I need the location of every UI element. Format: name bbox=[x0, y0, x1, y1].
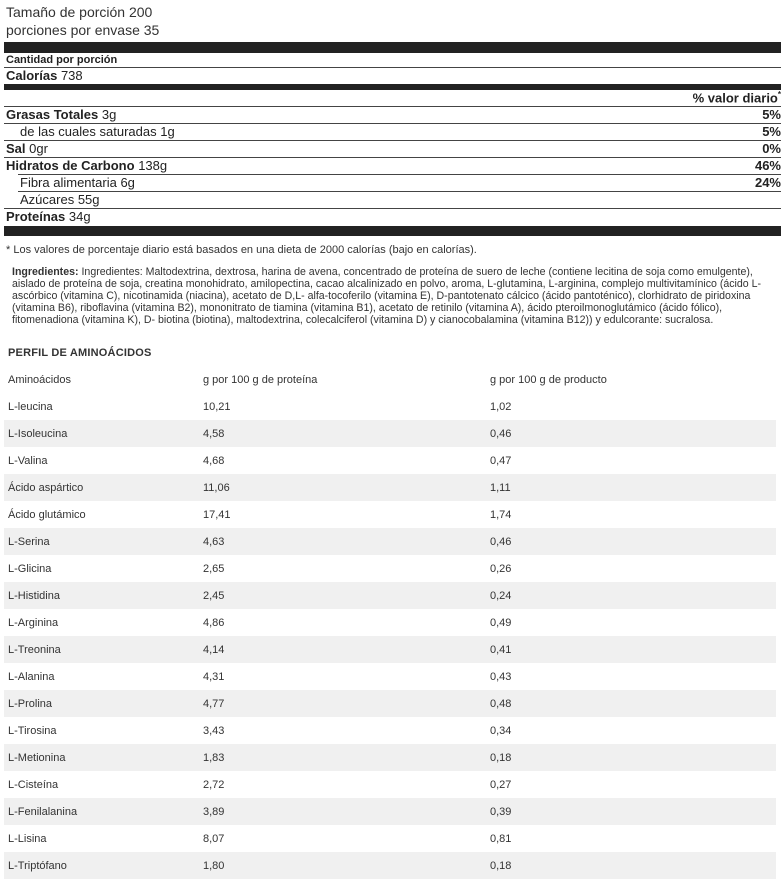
table-cell: 0,24 bbox=[486, 582, 776, 609]
table-cell: L-Alanina bbox=[8, 670, 55, 683]
nutrient-label: Fibra alimentaria bbox=[20, 175, 117, 190]
table-row bbox=[4, 663, 776, 690]
table-cell: 8,07 bbox=[203, 832, 225, 845]
footnote: * Los valores de porcentaje diario está basados en una dieta de 2000 calorías (bajo en calorías). bbox=[6, 244, 477, 256]
nutrient-row-total-fat bbox=[6, 107, 781, 122]
table-cell: 0,41 bbox=[486, 636, 776, 663]
calories-label: Calorías bbox=[6, 68, 58, 83]
table-row bbox=[4, 717, 776, 744]
servings-per-container: porciones por envase 35 bbox=[6, 22, 160, 38]
table-cell: L-Tirosina bbox=[8, 724, 57, 737]
table-row bbox=[4, 393, 776, 420]
table-cell: 4,77 bbox=[199, 690, 486, 717]
nutrient-label: Proteínas bbox=[6, 209, 66, 224]
table-cell: 2,65 bbox=[203, 562, 225, 575]
table-cell: L-Prolina bbox=[4, 690, 199, 717]
table-cell: 1,80 bbox=[199, 852, 486, 879]
nutrient-amount: 34g bbox=[68, 209, 91, 224]
table-cell: Ácido glutámico bbox=[8, 508, 86, 521]
column-header: g por 100 g de proteína bbox=[199, 366, 486, 393]
table-row bbox=[4, 501, 776, 528]
table-cell: L-Histidina bbox=[4, 582, 199, 609]
table-cell: 0,39 bbox=[486, 798, 776, 825]
table-row bbox=[4, 690, 776, 717]
table-cell: 0,48 bbox=[486, 690, 776, 717]
nutrient-amount: 3g bbox=[101, 107, 117, 122]
table-cell: 2,72 bbox=[203, 778, 225, 791]
calories-value: 738 bbox=[60, 68, 83, 83]
table-cell: 0,34 bbox=[490, 724, 512, 737]
ingredients-label: Ingredientes: bbox=[12, 266, 79, 278]
table-cell: L-Glicina bbox=[8, 562, 52, 575]
table-cell: 3,43 bbox=[203, 724, 225, 737]
table-cell: 11,06 bbox=[199, 474, 486, 501]
nutrient-pct: 46% bbox=[754, 158, 781, 173]
table-cell: L-Treonina bbox=[4, 636, 199, 663]
table-row bbox=[4, 636, 776, 663]
table-cell: 0,27 bbox=[490, 778, 512, 791]
table-row bbox=[4, 555, 776, 582]
nutrient-pct: 0% bbox=[762, 141, 781, 156]
table-cell: 10,21 bbox=[203, 400, 231, 413]
amino-profile-title: PERFIL DE AMINOÁCIDOS bbox=[8, 347, 152, 359]
table-row bbox=[4, 420, 776, 447]
nutrient-label: Sal bbox=[6, 141, 26, 156]
nutrient-label: Hidratos de Carbono bbox=[6, 158, 135, 173]
nutrient-amount: 1g bbox=[160, 124, 175, 139]
table-row bbox=[4, 744, 776, 771]
nutrient-row-saturated-fat bbox=[6, 124, 781, 139]
daily-value-header: % valor diario* bbox=[692, 90, 781, 106]
table-row bbox=[4, 825, 776, 852]
nutrient-amount: 138g bbox=[138, 158, 168, 173]
medium-divider bbox=[4, 84, 781, 90]
table-cell: L-Serina bbox=[4, 528, 199, 555]
table-cell: 4,31 bbox=[203, 670, 225, 683]
amount-per-serving: Cantidad por porción bbox=[6, 54, 118, 66]
ingredients bbox=[12, 266, 774, 326]
table-header-row bbox=[4, 366, 776, 393]
column-header: Aminoácidos bbox=[4, 366, 199, 393]
table-cell: Ácido aspártico bbox=[4, 474, 199, 501]
nutrient-pct: 5% bbox=[762, 124, 781, 139]
table-cell: 3,89 bbox=[199, 798, 486, 825]
table-cell: L-Arginina bbox=[8, 616, 59, 629]
table-cell: 2,45 bbox=[199, 582, 486, 609]
table-cell: 4,63 bbox=[199, 528, 486, 555]
table-cell: L-Valina bbox=[8, 454, 48, 467]
table-row bbox=[4, 771, 776, 798]
table-row bbox=[4, 798, 776, 825]
thick-divider bbox=[4, 42, 781, 53]
table-cell: L-leucina bbox=[8, 400, 53, 413]
nutrient-row-fiber bbox=[6, 175, 781, 190]
table-row bbox=[4, 582, 776, 609]
ingredients-text: Ingredientes: Maltodextrina, dextrosa, harina de avena, concentrado de proteína de suero de leche (contiene lecitina de soja como emulgente), aislado de proteína de soja, creatina monohidrato, amilopectina, cacao alcalinizado en polvo, aroma, L-glutamina, L-arginina, complejo multivitamínico (ácido L-ascórbico (vitamina C), nicotinamida (niacina), acetato de D,L- alfa-tocoferilo (vitamina E), D-pantotenato cálcico (ácido pantoténico), clorhidrato de piridoxina (vitamina B6), riboflavina (vitamina B2), mononitrato de tiamina (vitamina B1), acetato de retinilo (vitamina A), ácido pteroilmonoglutámico (ácido fólico), fitomenadiona (vitamina K), D- biotina (biotina), maltodextrina, colecalciferol (vitamina D) y cianocobalamina (vitamina B12)) y edulcorante: sucralosa. bbox=[12, 266, 762, 326]
table-cell: 1,74 bbox=[490, 508, 512, 521]
table-cell: 1,11 bbox=[486, 474, 776, 501]
nutrient-amount: 6g bbox=[120, 175, 135, 190]
table-cell: 0,18 bbox=[486, 744, 776, 771]
table-cell: 0,26 bbox=[490, 562, 512, 575]
thick-divider bbox=[4, 226, 781, 236]
nutrient-row-carbohydrates bbox=[6, 158, 781, 173]
table-row bbox=[4, 609, 776, 636]
nutrient-pct: 5% bbox=[762, 107, 781, 122]
nutrient-amount: 0gr bbox=[29, 141, 48, 156]
calories-row bbox=[6, 68, 781, 83]
table-cell: L-Fenilalanina bbox=[4, 798, 199, 825]
table-cell: 0,46 bbox=[486, 528, 776, 555]
table-cell: 0,43 bbox=[490, 670, 512, 683]
table-cell: L-Metionina bbox=[4, 744, 199, 771]
nutrient-label: Grasas Totales bbox=[6, 107, 99, 122]
serving-size: Tamaño de porción 200 bbox=[6, 4, 153, 20]
table-cell: L-Lisina bbox=[8, 832, 47, 845]
table-cell: 1,02 bbox=[490, 400, 512, 413]
table-row bbox=[4, 447, 776, 474]
table-cell: L-Triptófano bbox=[4, 852, 199, 879]
nutrient-row-protein bbox=[6, 209, 781, 224]
table-cell: 1,83 bbox=[199, 744, 486, 771]
table-cell: 0,46 bbox=[486, 420, 776, 447]
table-cell: 4,58 bbox=[199, 420, 486, 447]
nutrient-label: Azúcares bbox=[20, 192, 75, 207]
table-cell: 17,41 bbox=[203, 508, 231, 521]
table-cell: 4,14 bbox=[199, 636, 486, 663]
nutrient-label: de las cuales saturadas bbox=[20, 124, 157, 139]
amino-acid-table bbox=[4, 366, 776, 879]
table-cell: 0,18 bbox=[486, 852, 776, 879]
table-cell: 4,86 bbox=[203, 616, 225, 629]
table-row bbox=[4, 474, 776, 501]
nutrient-row-sugars bbox=[6, 192, 781, 207]
table-cell: 0,47 bbox=[490, 454, 512, 467]
table-row bbox=[4, 528, 776, 555]
nutrient-pct: 24% bbox=[754, 175, 781, 190]
table-cell: L-Cisteína bbox=[8, 778, 59, 791]
column-header: g por 100 g de producto bbox=[486, 366, 776, 393]
table-cell: 0,81 bbox=[490, 832, 512, 845]
table-row bbox=[4, 852, 776, 879]
table-cell: 0,49 bbox=[490, 616, 512, 629]
nutrient-amount: 55g bbox=[77, 192, 100, 207]
table-cell: L-Isoleucina bbox=[4, 420, 199, 447]
nutrient-row-salt bbox=[6, 141, 781, 156]
table-cell: 4,68 bbox=[203, 454, 225, 467]
